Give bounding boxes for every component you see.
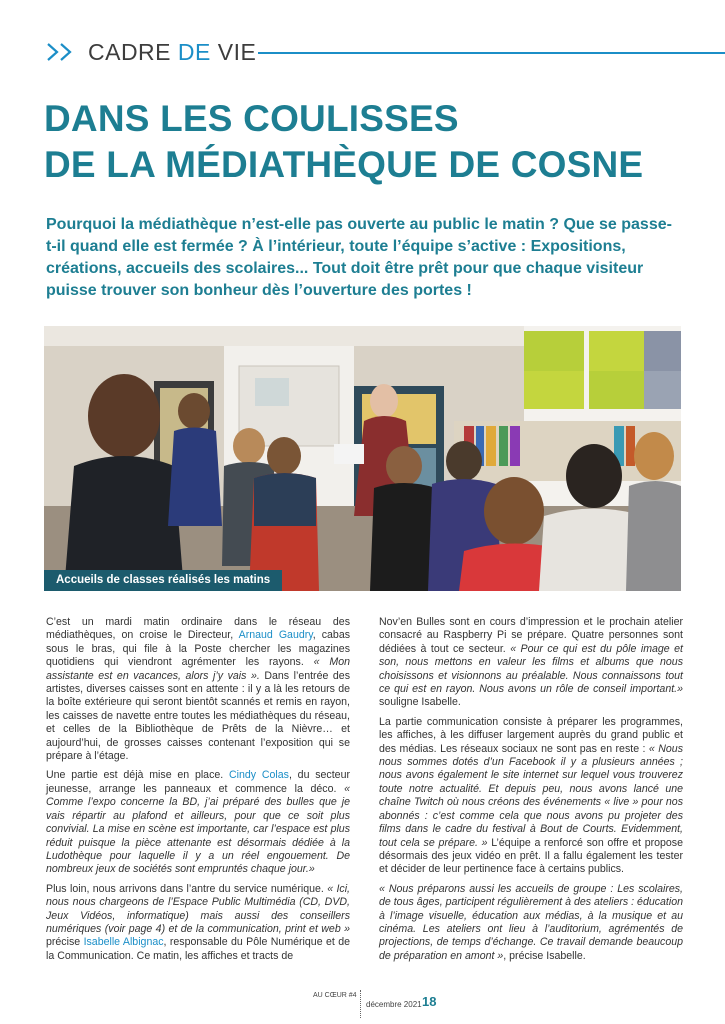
person-name-link: Isabelle Albignac xyxy=(83,936,164,949)
person-name-link: Cindy Colas xyxy=(229,769,289,782)
photo-caption: Accueils de classes réalisés les matins xyxy=(44,570,282,591)
person-name-link: Arnaud Gaudry xyxy=(238,629,313,642)
article-title xyxy=(44,96,684,188)
title-line-2: DE LA MÉDIATHÈQUE DE COSNE xyxy=(44,144,644,185)
article-photo xyxy=(44,326,681,591)
section-rubric xyxy=(46,38,725,68)
rubric-divider xyxy=(258,52,725,54)
paragraph: Une partie est déjà mise en place. Cindy Colas, du secteur jeunesse, arrange les panneaux et commence la déco. « Comme l’expo concerne la BD, j’ai préparé des bulles que je vais répartir au plafond et ailleurs, pour que ce soit plus convivial. La mise en scène est importante, car l’espace est plus réduit puisque la pièce attenante est désormais dédiée à la Ludothèque pour laquelle il y a un réel engouement. De nombreux jeux de sociétés sont empruntés chaque jour.» xyxy=(46,769,350,876)
magazine-name: AU CŒUR #4 xyxy=(313,992,357,999)
article-lead: Pourquoi la médiathèque n’est-elle pas ouverte au public le matin ? Que se passe-t-il quand elle est fermée ? À l’intérieur, toute l’équipe s’active : Expositions, créations, accueils des scolaires... Tout doit être prêt pour que chaque visiteur puisse trouver son bonheur dès l’ouverture des portes ! xyxy=(46,216,672,299)
article-column-right xyxy=(379,616,683,969)
footer-divider xyxy=(360,990,361,1018)
issue-date: décembre 2021 xyxy=(366,1000,422,1009)
rubric-label: CADRE DE VIE xyxy=(88,39,257,65)
paragraph: Nov’en Bulles sont en cours d’impression et le prochain atelier consacré au Raspberry Pi se prépare. Quatre personnes sont dédiées à tout ce secteur. « Pour ce qui est du pôle image et son, nous mettons en valeur les films et albums que nous choisissons et visionnons au préalable. Nous connaissons tout ce qui est en rayon. Nous avons un rôle de conseil important.» souligne Isabelle. xyxy=(379,616,683,709)
double-chevron-icon xyxy=(46,41,76,63)
title-line-1: DANS LES COULISSES xyxy=(44,98,459,139)
paragraph: Plus loin, nous arrivons dans l’antre du service numérique. « Ici, nous nous chargeons de l’Espace Public Multimédia (CD, DVD, Jeux Vidéos, informatique) mais aussi des conseillers numériques (voir page 4) et de la communication, print et web » précise Isabelle Albignac, responsable du Pôle Numérique et de la Communication. Ce matin, les affiches et tracts de xyxy=(46,882,351,962)
paragraph: La partie communication consiste à préparer les programmes, les affiches, à les diffuser largement auprès du grand public et des médias. Les réseaux sociaux ne sont pas en reste : « Nous nous sommes dotés d’un Facebook il y a plusieurs années ; nous avons également le site internet sur lequel vous trouverez toute notre actualité. Et depuis peu, nous avons lancé une chaîne Twitch où nous créons des événements « live » pour nos abonnés : c’est comme cela que nous avons pu projeter des films dans le cadre du festival à Bout de Courts. Evidemment, tout cela se prépare. » L’équipe a renforcé son offre et propose désormais des jeux vidéo en prêt. Il a fallu également les tester et décider de leur pertinence face à certains publics. xyxy=(379,715,683,876)
paragraph: « Nous préparons aussi les accueils de groupe : Les scolaires, de tous âges, participent régulièrement à des ateliers : éducation à l’image visuelle, éducation aux médias, à la musique et au cinéma. Les ateliers ont lieu à l’auditorium, agrémentés de projections, de temps d’échange. Ce travail demande beaucoup de préparation en amont », précise Isabelle. xyxy=(379,882,683,962)
page-footer xyxy=(300,990,450,1020)
classroom-photo-illustration xyxy=(44,326,681,591)
paragraph: C’est un mardi matin ordinaire dans le réseau des médiathèques, on croise le Directeur, Arnaud Gaudry, cabas sous le bras, qui file à la Poste chercher les magazines quotidiens qui viendront agrémenter les rayons. « Mon assistante est en vacances, alors j’y vais ». Dans l’entrée des artistes, diverses caisses sont en attente : il y a là les retours de la boîte extérieure qui seront bientôt scannés et remis en rayon, les caisses de navette entre toutes les médiathèques du réseau, et celles de la Bibliothèque de Prêts de la Nièvre… et aujourd’hui, de grosses caisses contenant l’exposition qui se prépare à l’étage. xyxy=(46,616,351,763)
page-number: 18 xyxy=(422,994,437,1009)
article-column-left xyxy=(46,616,350,969)
